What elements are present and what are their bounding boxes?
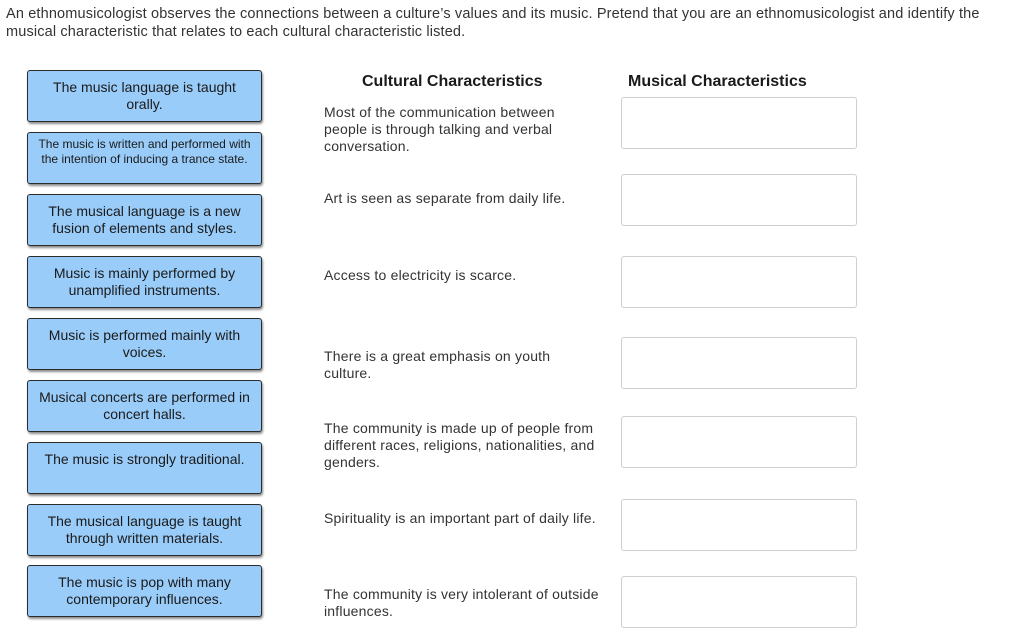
drop-target-4[interactable] bbox=[621, 337, 857, 389]
cultural-item-diverse-community: The community is made up of people from different races, religions, nationalities, and genders. bbox=[324, 420, 595, 470]
drop-target-5[interactable] bbox=[621, 416, 857, 468]
drop-target-7[interactable] bbox=[621, 576, 857, 628]
instructions-text: An ethnomusicologist observes the connections between a culture’s values and its music. Pretend that you are an ethnomusicologist and identify the musical characteristic that relates to each cultural characteristic listed. bbox=[6, 6, 980, 40]
drop-target-6[interactable] bbox=[621, 499, 857, 551]
cultural-item-intolerant: The community is very intolerant of outside influences. bbox=[324, 586, 599, 619]
drop-target-2[interactable] bbox=[621, 174, 857, 226]
drop-target-3[interactable] bbox=[621, 256, 857, 308]
option-chip-unamplified-instruments[interactable]: Music is mainly performed by unamplified instruments. bbox=[27, 256, 262, 308]
option-chip-taught-orally[interactable]: The music language is taught orally. bbox=[27, 70, 262, 122]
cultural-characteristics-header: Cultural Characteristics bbox=[362, 73, 543, 90]
option-chip-new-fusion[interactable]: The musical language is a new fusion of elements and styles. bbox=[27, 194, 262, 246]
option-chip-mainly-voices[interactable]: Music is performed mainly with voices. bbox=[27, 318, 262, 370]
option-chip-pop-contemporary[interactable]: The music is pop with many contemporary influences. bbox=[27, 565, 262, 617]
cultural-item-youth-culture: There is a great emphasis on youth culture. bbox=[324, 348, 551, 381]
musical-characteristics-header: Musical Characteristics bbox=[628, 73, 807, 90]
cultural-item-art-separate: Art is seen as separate from daily life. bbox=[324, 190, 566, 206]
drop-target-1[interactable] bbox=[621, 97, 857, 149]
cultural-item-spirituality: Spirituality is an important part of daily life. bbox=[324, 510, 596, 526]
option-chip-trance-state[interactable]: The music is written and performed with the intention of inducing a trance state. bbox=[27, 132, 262, 184]
cultural-item-verbal-communication: Most of the communication between people is through talking and verbal conversation. bbox=[324, 104, 555, 154]
option-chip-strongly-traditional[interactable]: The music is strongly traditional. bbox=[27, 442, 262, 494]
cultural-item-electricity-scarce: Access to electricity is scarce. bbox=[324, 267, 517, 283]
option-chip-written-materials[interactable]: The musical language is taught through written materials. bbox=[27, 504, 262, 556]
option-chip-concert-halls[interactable]: Musical concerts are performed in concert halls. bbox=[27, 380, 262, 432]
